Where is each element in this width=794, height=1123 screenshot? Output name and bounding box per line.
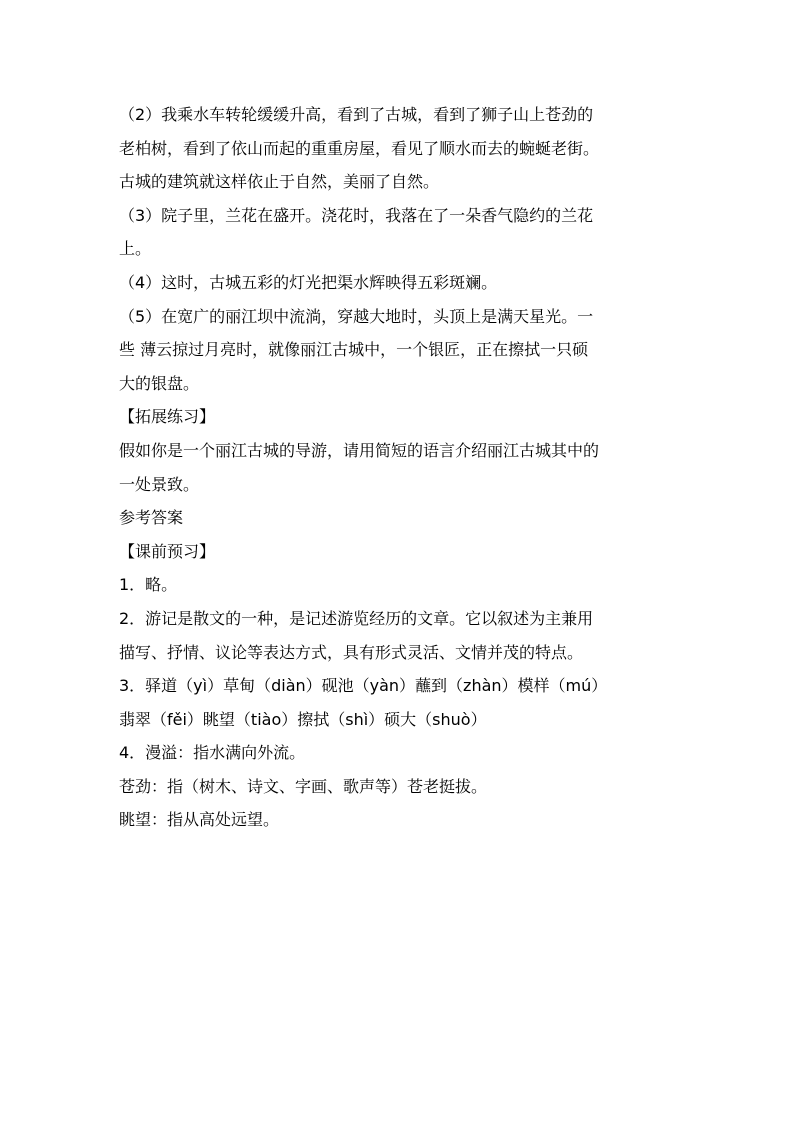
- text-line: 大的银盘。: [119, 373, 200, 393]
- text-line: 翡翠（fěi）眺望（tiào）擦拭（shì）硕大（shuò）: [119, 709, 487, 729]
- section-heading: 参考答案: [119, 508, 184, 528]
- text-line: 4．漫溢：指水满向外流。: [119, 743, 306, 763]
- document-body: [119, 98, 679, 837]
- text-line: 1．略。: [119, 575, 178, 595]
- section-heading: 【拓展练习】: [119, 407, 216, 427]
- text-line: （5）在宽广的丽江坝中流淌，穿越大地时，头顶上是满天星光。一: [119, 306, 594, 326]
- section-heading: 【课前预习】: [119, 541, 216, 561]
- text-line: 上。: [119, 239, 152, 259]
- text-line: 假如你是一个丽江古城的导游，请用简短的语言介绍丽江古城其中的: [119, 440, 600, 460]
- text-line: 些 薄云掠过月亮时，就像丽江古城中，一个银匠，正在擦拭一只硕: [119, 340, 589, 360]
- text-line: 眺望：指从高处远望。: [119, 810, 280, 830]
- text-line: （2）我乘水车转轮缓缓升高，看到了古城，看到了狮子山上苍劲的: [119, 105, 594, 124]
- text-line: （3）院子里，兰花在盛开。浇花时，我落在了一朵香气隐约的兰花: [119, 205, 594, 225]
- text-line: 3．驿道（yì）草甸（diàn）砚池（yàn）蘸到（zhàn）模样（mú）: [119, 676, 608, 696]
- text-line: 老柏树，看到了依山而起的重重房屋，看见了顺水而去的蜿蜒老街。: [119, 138, 600, 158]
- text-line: 2．游记是散文的一种，是记述游览经历的文章。它以叙述为主兼用: [119, 608, 594, 628]
- text-line: 古城的建筑就这样依止于自然，美丽了自然。: [119, 172, 440, 192]
- text-line: 描写、抒情、议论等表达方式，具有形式灵活、文情并茂的特点。: [119, 642, 584, 662]
- text-line: （4）这时，古城五彩的灯光把渠水辉映得五彩斑斓。: [119, 272, 498, 292]
- text-line: 一处景致。: [119, 474, 200, 494]
- text-line: 苍劲：指（树木、诗文、字画、歌声等）苍老挺拔。: [119, 776, 488, 796]
